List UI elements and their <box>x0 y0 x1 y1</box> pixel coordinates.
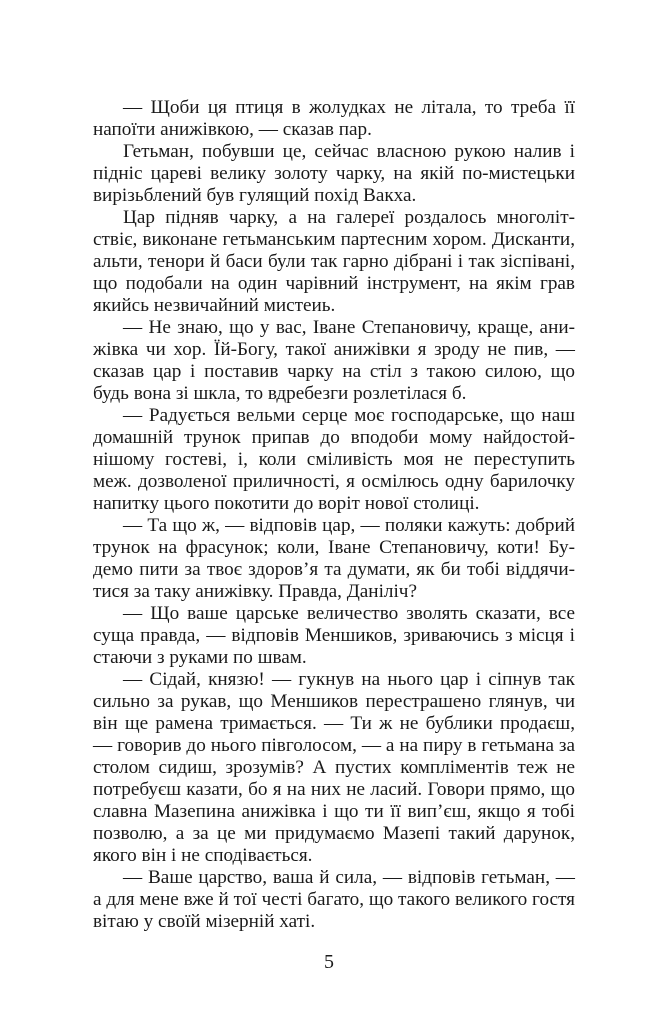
paragraph-7: — Що ваше царське величество зволять сказати, все суща правда, — відповів Меншиков, зриваючись з місця і стаючи з руками по швам. <box>93 603 575 668</box>
paragraph-1: — Щоби ця птиця в жолудках не літала, то треба її напоїти анижівкою, — сказав пар. <box>93 97 575 140</box>
paragraph-4: — Не знаю, що у вас, Іване Степановичу, краще, анижівка чи хор. Їй-Богу, такої анижівки я зроду не пив, — сказав цар і поставив чарку на стіл з такою силою, що будь вона зі шкла, то вдребезги розлетілася б. <box>93 317 575 404</box>
paragraph-3: Цар підняв чарку, а на галереї роздалось многолітствіє, виконане гетьманським партесним хором. Дисканти, альти, тенори й баси були так гарно дібрані і так зіспівані, що подобали на один чарівний інструмент, на якім грав якийсь незвичайний мистеиь. <box>93 207 575 316</box>
page-number: 5 <box>324 951 334 973</box>
paragraph-2: Гетьман, побувши це, сейчас власною рукою налив і підніс цареві велику золоту чарку, на якій по-мистецьки вирізьблений був гулящий похід Вакха. <box>93 141 575 206</box>
paragraph-9: — Ваше царство, ваша й сила, — відповів гетьман, — а для мене вже й тої честі багато, що такого великого гостя вітаю у своїй мізерній хаті. <box>93 867 575 932</box>
paragraph-5: — Радується вельми серце моє господарське, що наш домашній трунок припав до вподоби мому найдостойнішому гостеві, і, коли сміливість моя не переступить меж. дозволеної приличності, я осмілюсь одну барилочку напитку цього покотити до воріт нової столиці. <box>93 405 575 514</box>
page-text <box>93 97 575 933</box>
paragraph-8: — Сідай, князю! — гукнув на нього цар і сіпнув так сильно за рукав, що Меншиков перестрашено глянув, чи він ще рамена тримається. — Ти ж не бублики продаєш, — говорив до нього півголосом, — а на пиру в гетьмана за столом сидиш, зрозумів? А пустих компліментів теж не потребуєш казати, бо я на них не ласий. Говори прямо, що славна Мазепина анижівка і що ти її вип’єш, якщо я тобі позволю, а за це ми придумаємо Мазепі такий дарунок, якого він і не сподівається. <box>93 669 575 866</box>
paragraph-6: — Та що ж, — відповів цар, — поляки кажуть: добрий трунок на фрасунок; коли, Іване Степановичу, коти! Будемо пити за твоє здоров’я та думати, як би тобі віддячитися за таку анижівку. Правда, Даніліч? <box>93 515 575 602</box>
